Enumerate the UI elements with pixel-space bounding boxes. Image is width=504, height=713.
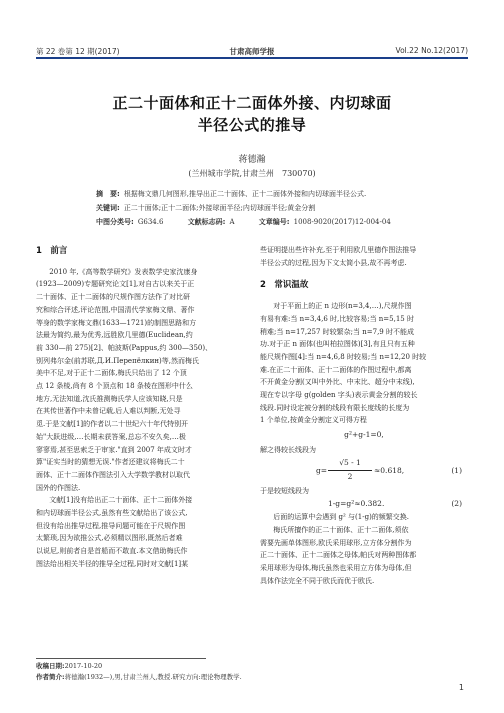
running-header-right: Vol.22 No.12(2017) xyxy=(395,46,468,55)
text-line: 具体作法完全不同于欧氏而优于欧氏. xyxy=(260,576,375,585)
section-1-continued xyxy=(260,244,468,269)
equation-1 xyxy=(260,457,468,485)
text-line: 法最为简约,最为优秀,远胜欧几里德(Euclidean,约 xyxy=(36,331,193,340)
text-line: 能尺规作图[4]:当 n=4,6,8 时较易;当 n=12,20 时较 xyxy=(260,352,427,361)
text-line: 需要先画单体图形,欧氏采用球形,立方体分割作为 xyxy=(260,538,412,547)
text-line: 太繁琐,因为欲推公式,必须精以图形,既然后者难 xyxy=(36,534,183,543)
clc-value: G634.6 xyxy=(137,218,164,226)
text-line: 后面的运算中会遇到 g² 与(1-g)的频繁交换. xyxy=(273,513,410,522)
author-bio-text: 蒋德瀚(1932—),男,甘肃兰州人,教授.研究方向:理论物理教学. xyxy=(64,673,242,681)
text-line: (1923—2009)专题研究论文[1],对自古以来关于正 xyxy=(36,280,195,289)
text-line: 对于平面上的正 n 边形(n=3,4,…),尺规作图 xyxy=(273,302,412,311)
text-line: 始"大跃进级,…长期未获答案,总忘不安久矣,…极 xyxy=(36,432,186,441)
received-date xyxy=(36,661,102,672)
keywords-label: 关键词: xyxy=(96,204,120,212)
text-line: 难.在正二十面体、正十二面体的作图过程中,都离 xyxy=(260,365,412,374)
eq2-number: (2) xyxy=(451,499,462,509)
article-id-value: 1008-9020(2017)12-004-04 xyxy=(293,218,391,226)
section-1-heading: 1 前言 xyxy=(36,246,68,256)
text-line: 以说尼,则前者自是首船而不敢直.本文借助梅氏作 xyxy=(36,547,188,556)
text-line: 面体、正十二面体作图法引入大学数学教材以取代 xyxy=(36,470,190,479)
article-title-line1: 正二十面体和正十二面体外接、内切球面 xyxy=(112,94,392,112)
text-line: 美中不足,对于正十二面体,梅氏只给出了 12 个顶 xyxy=(36,369,187,378)
text-line: 不开黄金分割(又叫中外比、中末比、超分中末线), xyxy=(260,378,415,387)
eq1-rhs: ≈0.618, xyxy=(374,465,405,475)
abstract xyxy=(96,188,444,200)
text-line: 国外的作图法. xyxy=(36,483,81,492)
eq1-number: (1) xyxy=(451,465,462,475)
section-2-continued xyxy=(260,511,468,587)
text-line: 点 12 条棱,尚有 8 个顶点和 18 条棱在图形中什么 xyxy=(36,382,193,391)
text-line: 别列弗尔金(前苏联,Д.И.Перепёлкин)等,然而梅氏 xyxy=(36,356,199,365)
text-line: 等身的数学家梅文鼎(1633—1721)的制图思路和方 xyxy=(36,318,197,327)
text-line: 觅.于是文献[1]的作者以二十世纪六十年代特别开 xyxy=(36,420,189,429)
root-intro: 解之得较长线段为 xyxy=(260,445,316,454)
text-line: 些证明提出些许补充,至于利用欧几里德作图法推导 xyxy=(260,246,417,254)
text-line: 2010 年,《高等数学研究》发表数学史家沈康身 xyxy=(49,267,198,276)
running-header-journal: 甘肃高师学报 xyxy=(229,47,275,56)
doc-code-value: A xyxy=(229,218,235,226)
text-line: 前 330—前 275)[2]、帕波斯(Pappus,约 300—350)、 xyxy=(36,343,213,352)
footnote-rule xyxy=(36,658,206,659)
eq1-lhs: g= xyxy=(316,465,328,475)
text-line: 正二十面体、正十二面体之母体,帕氏对两种图体都 xyxy=(260,551,417,560)
received-value: 2017-10-20 xyxy=(64,662,103,670)
text-line: 稍难;当 n=17,257 时较繁杂;当 n=7,9 时不能成 xyxy=(260,327,414,336)
left-column xyxy=(36,238,244,571)
author-name: 蒋德瀚 xyxy=(238,155,266,165)
text-line: 二十面体、正十二面体的尺规作图方法作了对比研 xyxy=(36,293,190,302)
equation-2 xyxy=(260,497,468,511)
text-line: 在其传世著作中未曾记载,后人难以判断,无处寻 xyxy=(36,407,181,416)
text-line: 有易有难:当 n=3,4,6 时,比较容易;当 n=5,15 时 xyxy=(260,314,414,323)
text-line: 采用球形为母体,梅氏虽然也采用立方体为母体,但 xyxy=(260,564,412,573)
abstract-label: 摘 要: xyxy=(96,190,120,198)
received-label: 收稿日期: xyxy=(36,662,65,670)
running-header-left: 第 22 卷第 12 期(2017) xyxy=(36,47,120,56)
text-line: 1 个单位,按黄金分割定义可得方程 xyxy=(260,416,367,425)
abstract-text: 根据梅文鼎几何图形,推导出正二十面体、正十二面体外接和内切球面半径公式. xyxy=(123,190,367,198)
classification-row xyxy=(96,216,444,228)
text-line: 半径公式的过程,因为下文太简小县,故不再考虑. xyxy=(260,258,407,267)
page-number: 1 xyxy=(458,683,464,692)
section-1-body xyxy=(36,266,244,571)
text-line: 图法给出相关半径的推导全过程,同时对文献[1]某 xyxy=(36,559,189,568)
golden-ratio-equation: g²+g-1=0, xyxy=(344,430,384,440)
text-line: 算"证实当时的猜想无误."作者还建议将梅氏二十 xyxy=(36,458,185,467)
eq1-fraction xyxy=(328,457,372,484)
author-bio xyxy=(36,672,242,683)
eq1-denominator: 2 xyxy=(347,472,353,482)
clc-label: 中图分类号: xyxy=(96,218,134,226)
text-line: 线段.同时设定被分割的线段有限长度线的长度为 xyxy=(260,403,410,412)
keywords xyxy=(96,202,444,214)
text-line: 功.对于正 n 面体(也叫柏拉图体)[3],有且只有五种 xyxy=(260,340,415,349)
short-segment-intro: 于是较短线段为 xyxy=(260,486,309,495)
right-column xyxy=(260,244,468,587)
text-line: 寥寥焉,甚至思索乏于审家."直到 2007 年成文时才 xyxy=(36,445,192,454)
doc-code-label: 文献标志码: xyxy=(187,218,226,226)
article-title-line2: 半径公式的推导 xyxy=(197,116,307,134)
text-line: 但没有给出推导过程,推导问题可能在于尺规作图 xyxy=(36,521,186,530)
eq1-numerator: √5 - 1 xyxy=(328,457,372,472)
keywords-text: 正二十面体;正十二面体;外接球面半径;内切球面半径;黄金分割 xyxy=(123,204,316,212)
text-line: 文献[1]没有给出正二十面体、正十二面体外接 xyxy=(49,496,193,505)
text-line: 现在专以字母 g(golden 字头)表示黄金分割的较长 xyxy=(260,391,418,400)
author-bio-label: 作者简介: xyxy=(36,673,65,681)
section-2-heading: 2 常识温故 xyxy=(260,280,309,291)
article-id-label: 文章编号: xyxy=(258,218,290,226)
text-line: 究和综合评述,评论范围,中国清代学家梅文鼎、著作 xyxy=(36,305,195,314)
eq2-body: 1-g=g²≈0.382. xyxy=(328,499,385,509)
section-2-body xyxy=(260,300,468,427)
affiliation: (兰州城市学院,甘肃兰州 730070) xyxy=(188,169,316,178)
text-line: 和内切球面半径公式,虽然有些文献给出了该公式, xyxy=(36,509,188,518)
header-rule xyxy=(36,57,468,59)
text-line: 地方,无法知道,沈氏推测梅氏学人应该知晓,只是 xyxy=(36,394,183,403)
text-line: 梅氏所擅作的正二十面体、正十二面体,须依 xyxy=(273,525,409,534)
